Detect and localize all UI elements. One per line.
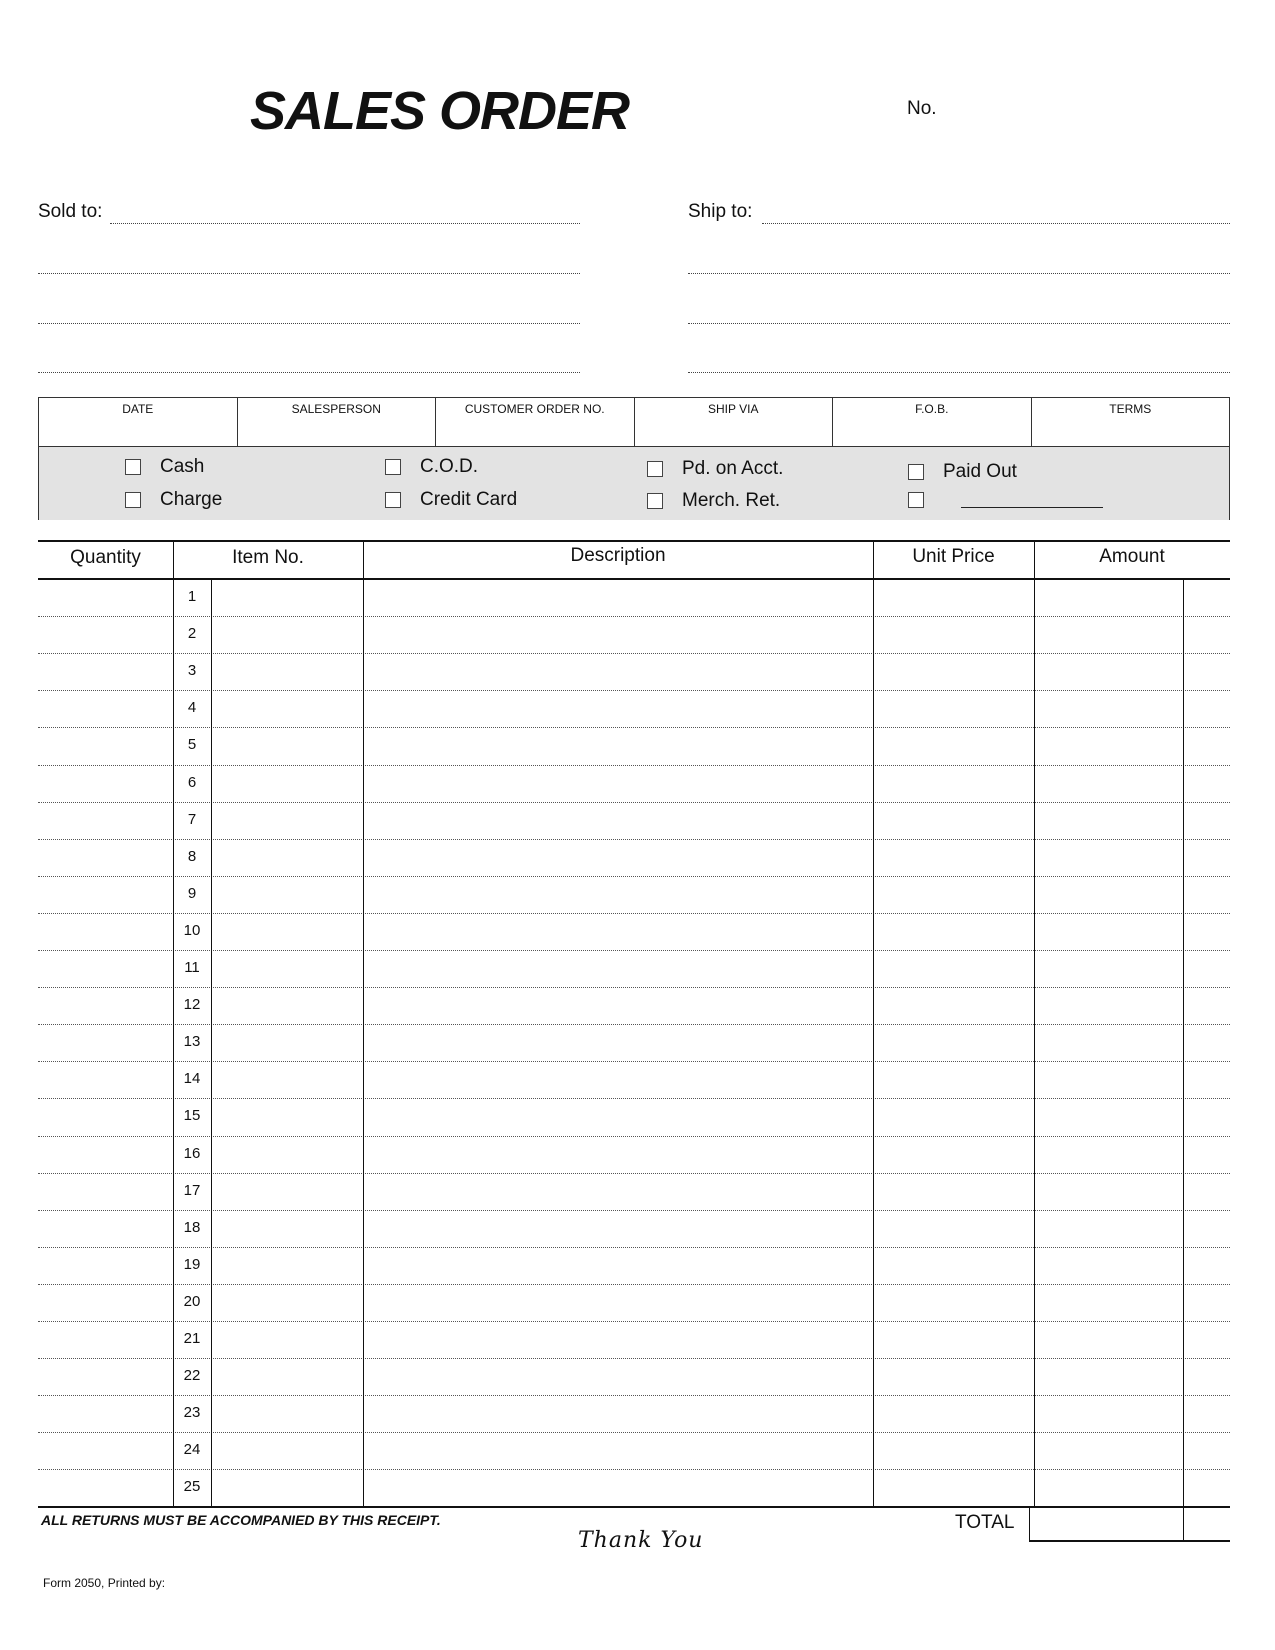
divider-row-number [211,578,212,1507]
table-row[interactable] [38,1173,1230,1174]
row-number: 7 [187,810,197,828]
option-pd-on-acct[interactable] [647,458,783,480]
table-row[interactable] [38,1210,1230,1211]
total-cents-divider [1183,1506,1184,1542]
option-cash[interactable] [125,456,204,478]
cod-label: C.O.D. [420,456,479,477]
ship-via-cell[interactable]: SHIP VIA [635,398,834,446]
col-item-no: Item No. [232,547,304,568]
table-row[interactable] [38,727,1230,728]
table-row[interactable] [38,802,1230,803]
merch-ret-checkbox[interactable] [647,493,663,509]
ship-to-line-1[interactable] [762,223,1230,224]
row-number: 25 [183,1478,201,1496]
order-number-label: No. [907,98,937,119]
form-note: Form 2050, Printed by: [43,1576,166,1590]
sold-to-label: Sold to: [38,201,103,222]
row-number: 4 [187,699,197,717]
divider-unit-price [1034,540,1035,1507]
table-row[interactable] [38,1098,1230,1099]
col-description: Description [570,545,666,566]
row-number: 5 [187,736,197,754]
row-number: 11 [184,959,200,976]
cash-checkbox[interactable] [125,459,141,475]
row-number: 17 [183,1181,201,1199]
row-number: 1 [187,588,197,605]
divider-amount-cents [1183,578,1184,1507]
option-merch-ret[interactable] [647,490,780,512]
customer-order-no-cell[interactable]: CUSTOMER ORDER NO. [436,398,635,446]
row-number: 3 [187,662,197,680]
option-cod[interactable] [385,456,478,478]
row-number: 21 [183,1330,201,1347]
ship-to-line-3[interactable] [688,323,1230,324]
table-row[interactable] [38,1284,1230,1285]
ship-to-line-2[interactable] [688,273,1230,274]
other-checkbox[interactable] [908,492,924,508]
table-row[interactable] [38,616,1230,617]
divider-quantity [173,540,174,1507]
row-number: 23 [183,1404,201,1422]
ship-to-label: Ship to: [688,201,753,222]
row-number: 14 [183,1070,201,1088]
row-number: 10 [183,921,201,939]
merch-ret-label: Merch. Ret. [682,490,781,511]
table-row[interactable] [38,950,1230,951]
pd-on-acct-checkbox[interactable] [647,461,663,477]
order-info-box [38,397,1230,520]
page-title: SALES ORDER [250,81,630,141]
table-row[interactable] [38,1321,1230,1322]
payment-options-panel [39,447,1229,520]
option-credit-card[interactable] [385,489,517,511]
charge-checkbox[interactable] [125,492,141,508]
col-unit-price: Unit Price [912,546,995,567]
table-row[interactable] [38,987,1230,988]
row-number: 18 [183,1218,201,1236]
table-row[interactable] [38,876,1230,877]
row-number: 16 [183,1144,201,1162]
credit-card-label: Credit Card [420,489,518,510]
row-number: 13 [183,1033,201,1051]
row-number: 9 [187,884,197,902]
sold-to-line-4[interactable] [38,372,580,373]
table-row[interactable] [38,690,1230,691]
order-info-row [39,398,1229,447]
table-header-bottom-rule [38,578,1230,580]
row-number: 12 [183,996,201,1014]
row-number: 22 [183,1367,201,1385]
row-number: 2 [187,625,197,643]
paid-out-checkbox[interactable] [908,464,924,480]
row-number: 8 [187,847,197,865]
row-number: 19 [183,1255,201,1273]
row-number: 15 [183,1107,201,1125]
cash-label: Cash [160,456,205,477]
row-number: 24 [183,1441,201,1459]
paid-out-label: Paid Out [943,461,1017,482]
total-label: TOTAL [955,1512,1015,1533]
salesperson-cell[interactable]: SALESPERSON [238,398,437,446]
table-row[interactable] [38,913,1230,914]
table-row[interactable] [38,1136,1230,1137]
table-row[interactable] [38,1358,1230,1359]
option-other[interactable] [908,492,1103,508]
charge-label: Charge [160,489,223,510]
table-row[interactable] [38,1395,1230,1396]
fob-cell[interactable]: F.O.B. [833,398,1032,446]
other-blank-line[interactable] [961,493,1103,508]
option-charge[interactable] [125,489,222,511]
table-row[interactable] [38,1024,1230,1025]
option-paid-out[interactable] [908,461,1017,483]
row-number: 20 [183,1292,201,1310]
sold-to-line-1[interactable] [110,223,580,224]
total-amount-field[interactable] [1029,1506,1230,1542]
terms-cell[interactable]: TERMS [1109,402,1152,416]
thank-you-text: Thank You [578,1528,704,1553]
date-cell[interactable]: DATE [39,398,238,446]
credit-card-checkbox[interactable] [385,492,401,508]
table-header-top-rule [38,540,1230,542]
col-amount: Amount [1099,546,1165,567]
cod-checkbox[interactable] [385,459,401,475]
table-row[interactable] [38,1061,1230,1062]
pd-on-acct-label: Pd. on Acct. [682,458,784,479]
divider-description [873,540,874,1507]
table-row[interactable] [38,1469,1230,1470]
ship-to-line-4[interactable] [688,372,1230,373]
returns-note: ALL RETURNS MUST BE ACCOMPANIED BY THIS RECEIPT. [41,1512,441,1528]
table-row[interactable] [38,1432,1230,1433]
row-number: 6 [187,773,197,791]
table-row[interactable] [38,839,1230,840]
table-row[interactable] [38,1247,1230,1248]
table-row[interactable] [38,765,1230,766]
col-quantity: Quantity [70,547,141,568]
table-row[interactable] [38,653,1230,654]
sold-to-line-3[interactable] [38,323,580,324]
divider-item-no [363,540,364,1507]
sold-to-line-2[interactable] [38,273,580,274]
